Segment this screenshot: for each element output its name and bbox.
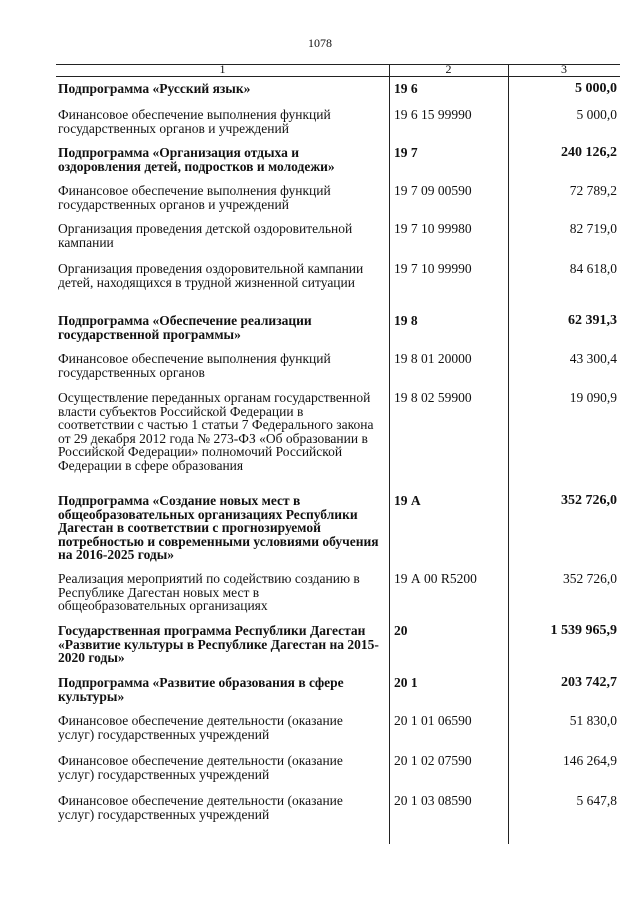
row-name: Подпрограмма «Обеспечение реализации государственной программы» <box>58 313 312 342</box>
row-sum: 5 000,0 <box>575 81 617 96</box>
row-name: Подпрограмма «Организация отдыха и оздоровления детей, подростков и молодежи» <box>58 145 335 174</box>
row-name: Подпрограмма «Русский язык» <box>58 81 251 96</box>
row-name: Финансовое обеспечение выполнения функций государственных органов и учреждений <box>58 107 331 136</box>
row-name: Государственная программа Республики Дагестан «Развитие культуры в Республике Дагестан на 2015-2020 годы» <box>58 623 379 665</box>
row-code: 19 7 09 00590 <box>394 183 472 198</box>
budget-table <box>56 64 620 844</box>
page-number: 1078 <box>308 36 332 50</box>
column-divider-2 <box>508 64 509 844</box>
row-sum: 1 539 965,9 <box>550 623 617 638</box>
row-code: 20 1 02 07590 <box>394 753 472 768</box>
row-name: Финансовое обеспечение выполнения функций государственных органов <box>58 351 331 380</box>
row-code: 20 1 03 08590 <box>394 793 472 808</box>
row-name: Финансовое обеспечение деятельности (оказание услуг) государственных учреждений <box>58 793 343 822</box>
row-name: Финансовое обеспечение деятельности (оказание услуг) государственных учреждений <box>58 753 343 782</box>
row-code: 20 1 01 06590 <box>394 713 472 728</box>
row-sum: 146 264,9 <box>563 753 617 768</box>
row-code: 19 7 <box>394 145 418 160</box>
row-sum: 72 789,2 <box>569 183 617 198</box>
row-code: 20 <box>394 623 408 638</box>
row-name: Осуществление переданных органам государственной власти субъектов Российской Федерации в соответствии с частью 1 статьи 7 Федерального закона от 29 декабря 2012 года № 273-ФЗ «Об образовании в Российской Федерации» полномочий Российской Федерации в сфере образования <box>58 390 374 473</box>
row-name: Организация проведения оздоровительной кампании детей, находящихся в трудной жизненной ситуации <box>58 261 364 290</box>
row-code: 19 А <box>394 493 421 508</box>
row-name: Подпрограмма «Развитие образования в сфере культуры» <box>58 675 344 704</box>
row-code: 20 1 <box>394 675 418 690</box>
row-name: Финансовое обеспечение деятельности (оказание услуг) государственных учреждений <box>58 713 343 742</box>
row-sum: 5 647,8 <box>576 793 617 808</box>
column-divider-1 <box>389 64 390 844</box>
row-sum: 352 726,0 <box>561 493 617 508</box>
row-code: 19 А 00 R5200 <box>394 571 477 586</box>
row-sum: 84 618,0 <box>569 261 617 276</box>
row-sum: 352 726,0 <box>563 571 617 586</box>
row-sum: 82 719,0 <box>569 221 617 236</box>
row-code: 19 7 10 99980 <box>394 221 472 236</box>
row-sum: 43 300,4 <box>569 351 617 366</box>
row-code: 19 8 <box>394 313 418 328</box>
row-code: 19 8 02 59900 <box>394 390 472 405</box>
row-sum: 62 391,3 <box>568 313 617 328</box>
row-sum: 19 090,9 <box>569 390 617 405</box>
column-header-1: 1 <box>219 62 226 76</box>
row-sum: 51 830,0 <box>569 713 617 728</box>
row-sum: 5 000,0 <box>576 107 617 122</box>
row-name: Реализация мероприятий по содействию созданию в Республике Дагестан новых мест в общеобразовательных организациях <box>58 571 360 613</box>
column-header-2: 2 <box>445 62 452 76</box>
row-sum: 240 126,2 <box>561 145 617 160</box>
row-code: 19 7 10 99990 <box>394 261 472 276</box>
row-name: Подпрограмма «Создание новых мест в общеобразовательных организациях Республики Дагестан в соответствии с прогнозируемой потребностью и современными условиями обучения на 2016-2025 годы» <box>58 493 379 562</box>
row-name: Организация проведения детской оздоровительной кампании <box>58 221 353 250</box>
column-header-3: 3 <box>561 62 567 76</box>
row-code: 19 6 <box>394 81 418 96</box>
header-bottom-border <box>56 76 620 77</box>
row-name: Финансовое обеспечение выполнения функций государственных органов и учреждений <box>58 183 331 212</box>
row-code: 19 6 15 99990 <box>394 107 472 122</box>
row-sum: 203 742,7 <box>561 675 617 690</box>
row-code: 19 8 01 20000 <box>394 351 472 366</box>
